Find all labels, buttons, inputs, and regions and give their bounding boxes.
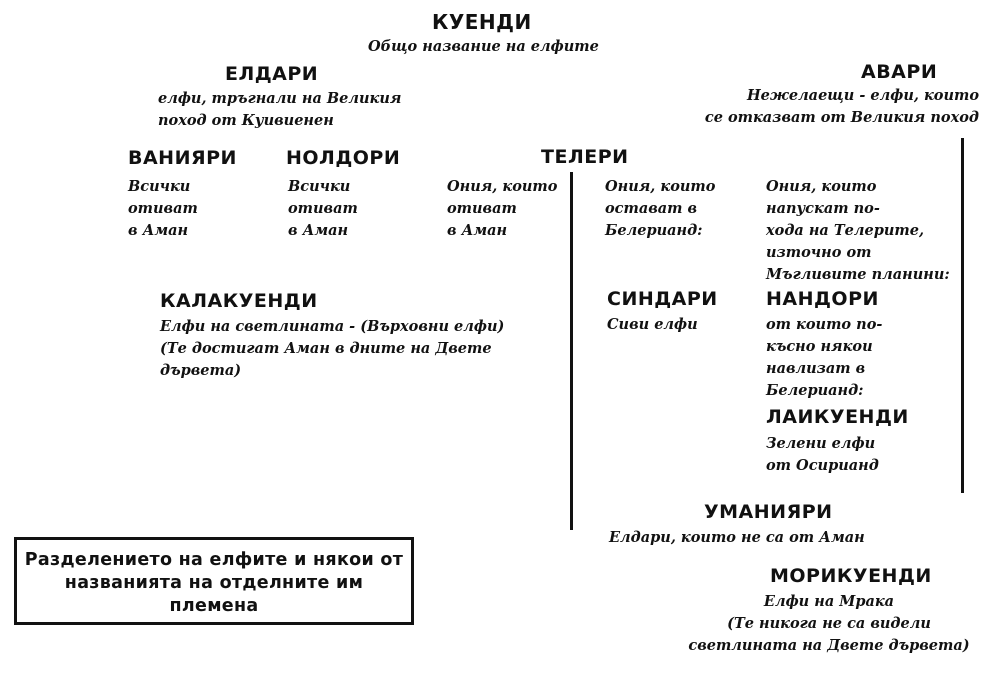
teleri-stay-description: Ония, които остават в Белерианд: xyxy=(605,178,716,239)
teleri-title: ТЕЛЕРИ xyxy=(541,146,629,168)
caption-text: Разделението на елфите и някои от названията на отделните им племена xyxy=(24,550,404,616)
teleri-aman-description: Ония, които отиват в Аман xyxy=(447,178,558,239)
nandor-description: от които по- късно някои навлизат в Белерианд: xyxy=(766,316,883,399)
nandor-title: НАНДОРИ xyxy=(766,288,879,310)
umanyar-description: Елдари, които не са от Аман xyxy=(609,529,865,546)
quendi-title: КУЕНДИ xyxy=(432,10,532,34)
quendi-subtitle: Общо название на елфите xyxy=(368,38,599,55)
vanyar-description: Всички отиват в Аман xyxy=(128,178,198,239)
laiquendi-title: ЛАИКУЕНДИ xyxy=(766,406,909,428)
eldar-title: ЕЛДАРИ xyxy=(225,63,319,85)
avari-description: Нежелаещи - елфи, които се отказват от Великия поход xyxy=(704,87,979,126)
laiquendi-description: Зелени елфи от Осирианд xyxy=(766,435,879,474)
noldor-title: НОЛДОРИ xyxy=(286,147,401,169)
divider-line-right xyxy=(961,138,964,493)
sindar-description: Сиви елфи xyxy=(607,316,698,333)
noldor-description: Всички отиват в Аман xyxy=(288,178,358,239)
umanyar-title: УМАНИЯРИ xyxy=(704,501,833,523)
sindar-title: СИНДАРИ xyxy=(607,288,718,310)
avari-title: АВАРИ xyxy=(861,61,938,83)
calaquendi-description: Елфи на светлината - (Върховни елфи) (Те достигат Аман в дните на Двете дървета) xyxy=(160,318,505,379)
moriquendi-title: МОРИКУЕНДИ xyxy=(770,565,932,587)
vanyar-title: ВАНИЯРИ xyxy=(128,147,237,169)
moriquendi-description: Елфи на Мрака (Те никога не са видели светлината на Двете дървета) xyxy=(688,593,970,654)
eldar-description: елфи, тръгнали на Великия поход от Куивиенен xyxy=(158,90,402,129)
calaquendi-title: КАЛАКУЕНДИ xyxy=(160,290,318,312)
teleri-leave-description: Ония, които напускат по- хода на Телерите, източно от Мъгливите планини: xyxy=(766,178,950,283)
caption-box xyxy=(14,537,414,625)
divider-line-center xyxy=(570,172,573,530)
